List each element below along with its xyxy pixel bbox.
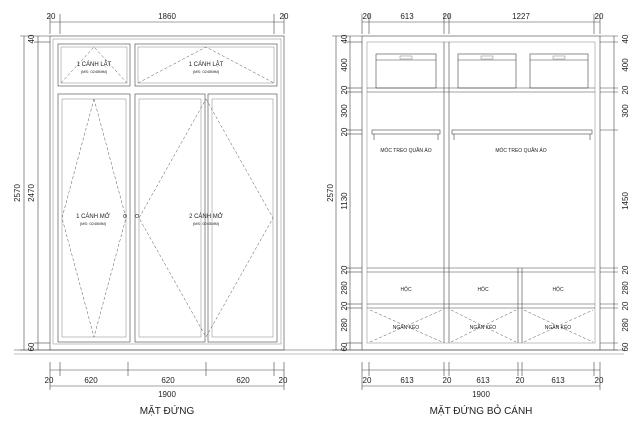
inner-left-10: 60 (340, 342, 349, 352)
door-pair-label: 2 CÁNH MỞ (189, 214, 223, 220)
inner-right-dimension (600, 34, 630, 351)
front-bottom-total: 1900 (158, 390, 176, 399)
front-top-dim-right: 20 (279, 12, 289, 21)
inner-top-dim-4: 20 (594, 12, 604, 21)
inner-right-4: 1450 (621, 192, 630, 210)
front-cabinet-inner-outline (53, 39, 281, 344)
front-left-inner-top: 40 (27, 34, 36, 44)
inner-right-9: 60 (621, 342, 630, 352)
front-bottom-dimension (45, 362, 288, 399)
door-pair-code: (MS: 0245MM) (192, 221, 220, 226)
front-title: MẶT ĐỨNG (139, 406, 195, 417)
inner-left-outer: 2570 (326, 184, 335, 202)
front-top-dim-mid: 1860 (158, 12, 176, 21)
inner-left-5: 1130 (340, 192, 349, 210)
front-left-outer: 2570 (13, 184, 22, 202)
front-flap-left (58, 44, 130, 86)
compartment-2-label: HỘC (477, 287, 489, 293)
flap-right-label: 1 CÁNH LẬT (188, 62, 224, 68)
front-left-inner-mid: 2470 (27, 184, 36, 202)
inner-left-8: 20 (340, 301, 349, 311)
drawer-3 (524, 310, 593, 342)
inner-left-9: 280 (340, 318, 349, 332)
front-bottom-dim-3: 620 (236, 376, 250, 385)
inner-left-6: 20 (340, 265, 349, 275)
inner-left-0: 40 (340, 34, 349, 44)
inner-bottom-dim-4: 20 (515, 376, 525, 385)
inner-bottom-dim-0: 20 (362, 376, 372, 385)
storage-box-2 (458, 54, 516, 88)
front-bottom-dim-1: 620 (84, 376, 98, 385)
drawer-2-label: NGĂN KÉO (469, 325, 497, 331)
inner-top-dim-3: 1227 (512, 12, 530, 21)
front-top-dim-left: 20 (46, 12, 56, 21)
front-bottom-dim-0: 20 (44, 376, 54, 385)
inner-right-5: 20 (621, 265, 630, 275)
inner-right-6: 280 (621, 281, 630, 295)
inner-top-dim-1: 613 (400, 12, 414, 21)
hanging-rail-right (452, 130, 592, 154)
drawer-2 (451, 310, 516, 342)
inner-right-8: 280 (621, 318, 630, 332)
front-left-inner-bottom: 60 (27, 342, 36, 352)
flap-left-label: 1 CÁNH LẬT (76, 62, 112, 68)
inner-right-1: 400 (621, 58, 630, 72)
storage-box-1 (376, 54, 436, 88)
hanger-right-label: MÓC TREO QUẦN ÁO (495, 148, 547, 154)
drawer-3-label: NGĂN KÉO (544, 325, 572, 331)
inner-right-3: 300 (621, 104, 630, 118)
drawer-1-label: NGĂN KÉO (392, 325, 420, 331)
inner-cabinet-outline (362, 36, 600, 350)
inner-left-2: 20 (340, 85, 349, 95)
flap-left-code: (MS: 0245MM) (80, 69, 108, 74)
inner-right-7: 20 (621, 301, 630, 311)
inner-bottom-dimension (362, 362, 604, 399)
inner-left-dimension (326, 34, 362, 351)
inner-top-dimension (362, 12, 604, 34)
inner-bottom-dim-3: 613 (476, 376, 490, 385)
hanging-rail-left (372, 130, 440, 154)
inner-top-dim-0: 20 (362, 12, 372, 21)
front-door-left (58, 94, 130, 342)
inner-left-4: 20 (340, 127, 349, 137)
inner-elevation (326, 12, 630, 417)
inner-bottom-total: 1900 (472, 390, 490, 399)
front-elevation (13, 12, 289, 417)
inner-right-0: 40 (621, 34, 630, 44)
inner-bottom-dim-1: 613 (400, 376, 414, 385)
inner-bottom-dim-2: 20 (442, 376, 452, 385)
inner-left-3: 300 (340, 104, 349, 118)
front-bottom-dim-4: 20 (278, 376, 288, 385)
inner-right-2: 20 (621, 85, 630, 95)
front-top-dimension (47, 12, 289, 34)
flap-right-code: (MS: 0245MM) (192, 69, 220, 74)
drawer-1 (370, 310, 442, 342)
door-left-code: (MS: 0245MM) (79, 221, 107, 226)
inner-left-7: 280 (340, 281, 349, 295)
inner-title: MẶT ĐỨNG BỎ CÁNH (429, 406, 533, 417)
front-left-dimension (13, 34, 50, 351)
inner-cabinet-inner-outline (367, 42, 595, 343)
door-left-label: 1 CÁNH MỞ (76, 214, 110, 220)
storage-box-3 (530, 54, 588, 88)
inner-top-dim-2: 20 (442, 12, 452, 21)
front-flap-right (135, 44, 277, 86)
front-bottom-dim-2: 620 (161, 376, 175, 385)
compartment-1-label: HỘC (400, 287, 412, 293)
hanger-left-label: MÓC TREO QUẦN ÁO (380, 148, 432, 154)
inner-left-1: 400 (340, 58, 349, 72)
inner-bottom-dim-6: 20 (594, 376, 604, 385)
compartment-3-label: HỘC (552, 287, 564, 293)
inner-bottom-dim-5: 613 (551, 376, 565, 385)
